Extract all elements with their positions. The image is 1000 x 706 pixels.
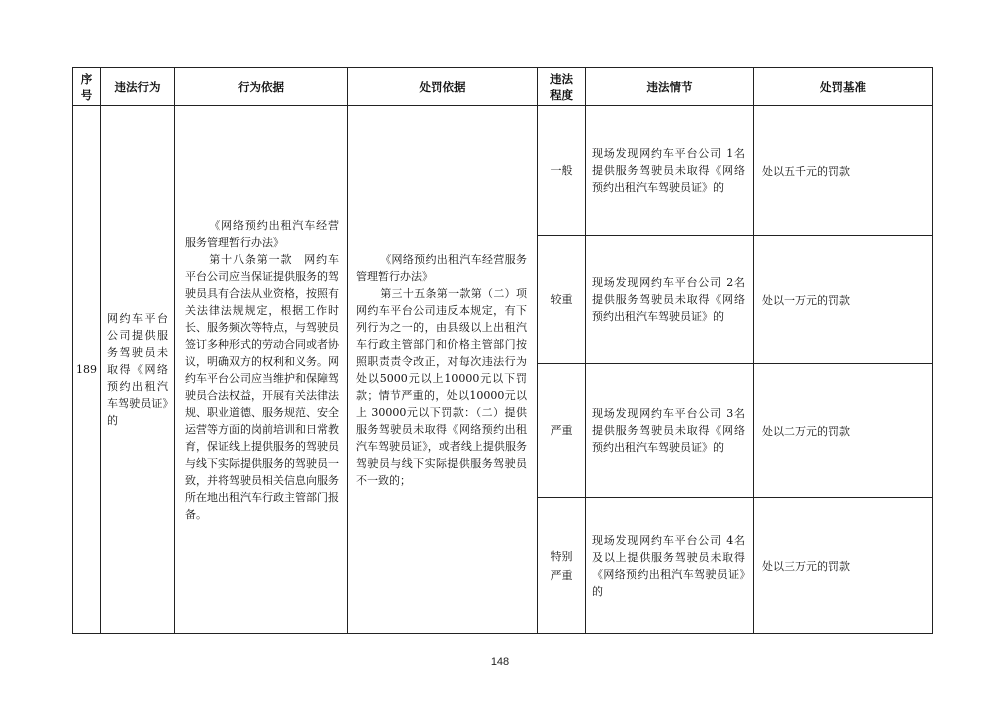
penalty-title: 《网络预约出租汽车经营服务管理暂行办法》: [356, 252, 527, 283]
header-penalty-basis: 处罚依据: [348, 68, 538, 106]
circumstance-cell: 现场发现网约车平台公司 4名及以上提供服务驾驶员未取得《网络预约出租汽车驾驶员证》的: [586, 498, 754, 634]
table-row: [73, 106, 933, 236]
circumstance-cell: 现场发现网约车平台公司 1名提供服务驾驶员未取得《网络预约出租汽车驾驶员证》的: [586, 106, 754, 236]
degree-cell: 严重: [538, 364, 586, 498]
penalty-basis: [348, 106, 538, 634]
header-behavior: 违法行为: [101, 68, 175, 106]
header-no: 序 号: [73, 68, 101, 106]
header-basis: 行为依据: [175, 68, 348, 106]
basis-title: 《网络预约出租汽车经营服务管理暂行办法》: [185, 218, 339, 249]
row-number: 189: [73, 106, 101, 634]
circumstance-cell: 现场发现网约车平台公司 3名提供服务驾驶员未取得《网络预约出租汽车驾驶员证》的: [586, 364, 754, 498]
violation-behavior: 网约车平台公司提供服务驾驶员未取得《网络预约出租汽车驾驶员证》的: [101, 106, 175, 634]
standard-cell: 处以五千元的罚款: [754, 106, 933, 236]
standard-cell: 处以三万元的罚款: [754, 498, 933, 634]
standard-cell: 处以二万元的罚款: [754, 364, 933, 498]
degree-cell: 特别 严重: [538, 498, 586, 634]
degree-cell: 一般: [538, 106, 586, 236]
header-degree: 违法 程度: [538, 68, 586, 106]
header-circumstance: 违法情节: [586, 68, 754, 106]
header-row: [73, 68, 933, 106]
header-standard: 处罚基准: [754, 68, 933, 106]
degree-cell: 较重: [538, 236, 586, 364]
basis-text: 第十八条第一款 网约车平台公司应当保证提供服务的驾驶员具有合法从业资格，按照有关法律法规规定，根据工作时长、服务频次等特点，与驾驶员签订多种形式的劳动合同或者协议，明确双方的权利和义务。网约车平台公司应当维护和保障驾驶员合法权益，开展有关法律法规、职业道德、服务规范、安全运营等方面的岗前培训和日常教育，保证线上提供服务的驾驶员与线下实际提供服务的驾驶员一致，并将驾驶员相关信息向服务所在地出租汽车行政主管部门报备。: [185, 252, 339, 521]
page-number: 148: [490, 656, 510, 668]
standard-cell: 处以一万元的罚款: [754, 236, 933, 364]
penalty-text: 第三十五条第一款第（二）项 网约车平台公司违反本规定，有下列行为之一的，由县级以上出租汽车行政主管部门和价格主管部门按照职责责令改正，对每次违法行为处以5000元以上10000元以下罚款；情节严重的，处以10000元以上 30000元以下罚款：（二）提供服务驾驶员未取得《网络预约出租汽车驾驶员证》，或者线上提供服务驾驶员与线下实际提供服务驾驶员不一致的；: [356, 286, 538, 487]
penalty-standard-table: [72, 67, 933, 634]
circumstance-cell: 现场发现网约车平台公司 2名提供服务驾驶员未取得《网络预约出租汽车驾驶员证》的: [586, 236, 754, 364]
behavior-basis: [175, 106, 348, 634]
